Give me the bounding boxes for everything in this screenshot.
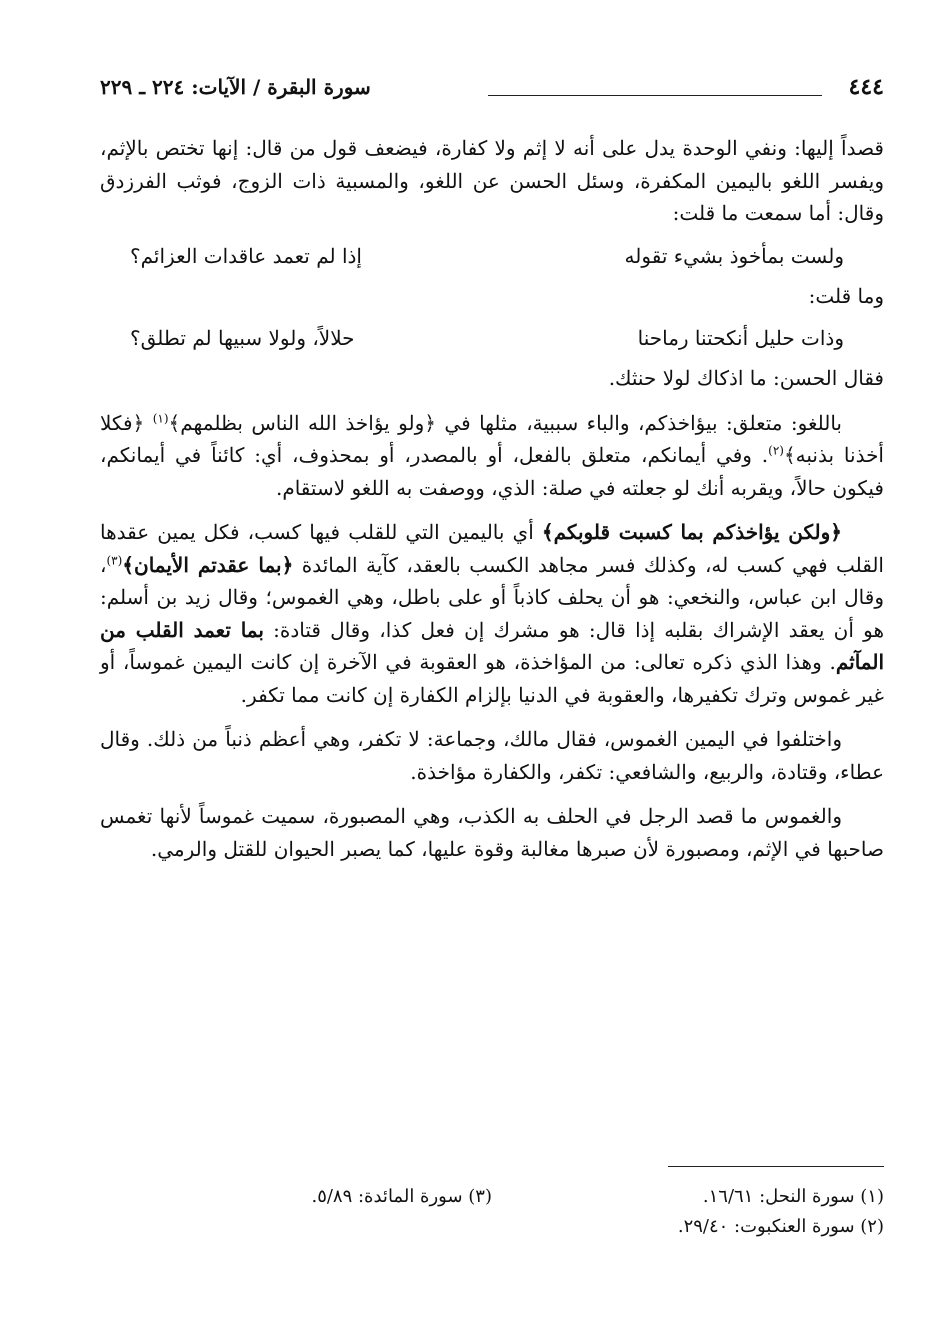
page-number: ٤٤٤ (848, 74, 884, 100)
paragraph-5-part-c: . وهذا الذي ذكره تعالى: من المؤاخذة، هو العقوبة في الآخرة إن كانت اليمين غموساً، أو غير غموس وترك تكفيرها، والعقوبة في الدنيا بإلزام الكفارة إن كانت مما تكفر. (100, 650, 884, 707)
paragraph-7: والغموس ما قصد الرجل في الحلف به الكذب، وهي المصبورة، سميت غموساً لأنها تغمس صاحبها في الإثم، ومصبورة لأن صبرها مغالبة وقوة عليها، كما يصبر الحيوان للقتل والرمي. (100, 804, 884, 861)
quran-quote-2: ﴿بما عقدتم الأيمان﴾ (122, 552, 294, 577)
footnote-row-2 (100, 1212, 884, 1242)
footnotes (100, 1182, 884, 1242)
paragraph-4 (100, 407, 884, 505)
footnote-3: (٣) سورة المائدة: ٥/٨٩. (311, 1186, 492, 1207)
running-title: سورة البقرة / الآيات: ٢٢٤ ـ ٢٢٩ (100, 75, 371, 99)
poem-verse-1 (130, 236, 844, 276)
verse-1-second-hemistich: إذا لم تعمد عاقدات العزائم؟ (130, 243, 362, 268)
footnote-2: (٢) سورة العنكبوت: ٢٩/٤٠. (677, 1216, 884, 1237)
footnote-ref-3: (٣) (106, 552, 123, 567)
footnote-row-1 (100, 1182, 884, 1212)
footnote-rule (668, 1166, 884, 1167)
paragraph-3: فقال الحسن: ما اذكاك لولا حنثك. (608, 366, 884, 390)
qatada-quote: بما تعمد القلب من المآثم (100, 617, 884, 674)
footnote-ref-2: (٢) (768, 443, 784, 458)
paragraph-6: واختلفوا في اليمين الغموس، فقال مالك، وجماعة: لا تكفر، وهي أعظم ذنباً من ذلك. وقال عطاء، وقتادة، والربيع، والشافعي: تكفر، والكفارة مؤاخذة. (100, 727, 884, 784)
quran-quote-1: ﴿ولكن يؤاخذكم بما كسبت قلوبكم﴾ (541, 520, 843, 544)
paragraph-5-part-b: ، وقال ابن عباس، والنخعي: هو أن يحلف كاذباً أو على باطل، وهي الغموس؛ وقال زيد بن أسلم: هو أن يعقد الإشراك بقلبه إذا قال: هو مشرك إن فعل كذا، وقال قتادة: (100, 552, 884, 642)
poem-verse-2 (130, 318, 844, 358)
paragraph-2: وما قلت: (808, 283, 884, 308)
header-rule (488, 95, 822, 96)
verse-2-second-hemistich: حلالاً، ولولا سبيها لم تطلق؟ (130, 326, 355, 350)
footnote-ref-1: (١) (152, 410, 169, 425)
verse-2-first-hemistich: وذات حليل أنكحتنا رماحنا (637, 326, 844, 350)
paragraph-5 (100, 516, 884, 711)
paragraph-4-part-b: ﴿فكلا أخذنا بذنبه﴾ (100, 410, 884, 467)
verse-1-first-hemistich: ولست بمأخوذ بشيء تقوله (624, 243, 844, 268)
page-header (100, 72, 884, 104)
footnote-1: (١) سورة النحل: ١٦/٦١. (702, 1186, 884, 1207)
paragraph-5-part-a: أي باليمين التي للقلب فيها كسب، فكل يمين عقدها القلب فهي كسب له، وكذلك فسر مجاهد الكسب بالعقد، كآية المائدة (100, 520, 884, 577)
page-body (100, 132, 884, 865)
paragraph-4-part-c: . وفي أيمانكم، متعلق بالفعل، أو بالمصدر، أو بمحذوف، أي: كائناً في أيمانكم، فيكون حالاً، ويقربه أنك لو جعلته في صلة: الذي، ووصفت به اللغو لاستقام. (100, 443, 884, 500)
paragraph-1: قصداً إليها: ونفي الوحدة يدل على أنه لا إثم ولا كفارة، فيضعف قول من قال: إنها تختص بالإثم، ويفسر اللغو باليمين المكفرة، وسئل الحسن عن اللغو، والمسبية ذات الزوج، فوثب الفرزدق وقال: أما سمعت ما قلت: (100, 136, 884, 225)
paragraph-4-part-a: باللغو: متعلق: بيؤاخذكم، والباء سببية، مثلها في ﴿ولو يؤاخذ الله الناس بظلمهم﴾ (168, 410, 842, 435)
